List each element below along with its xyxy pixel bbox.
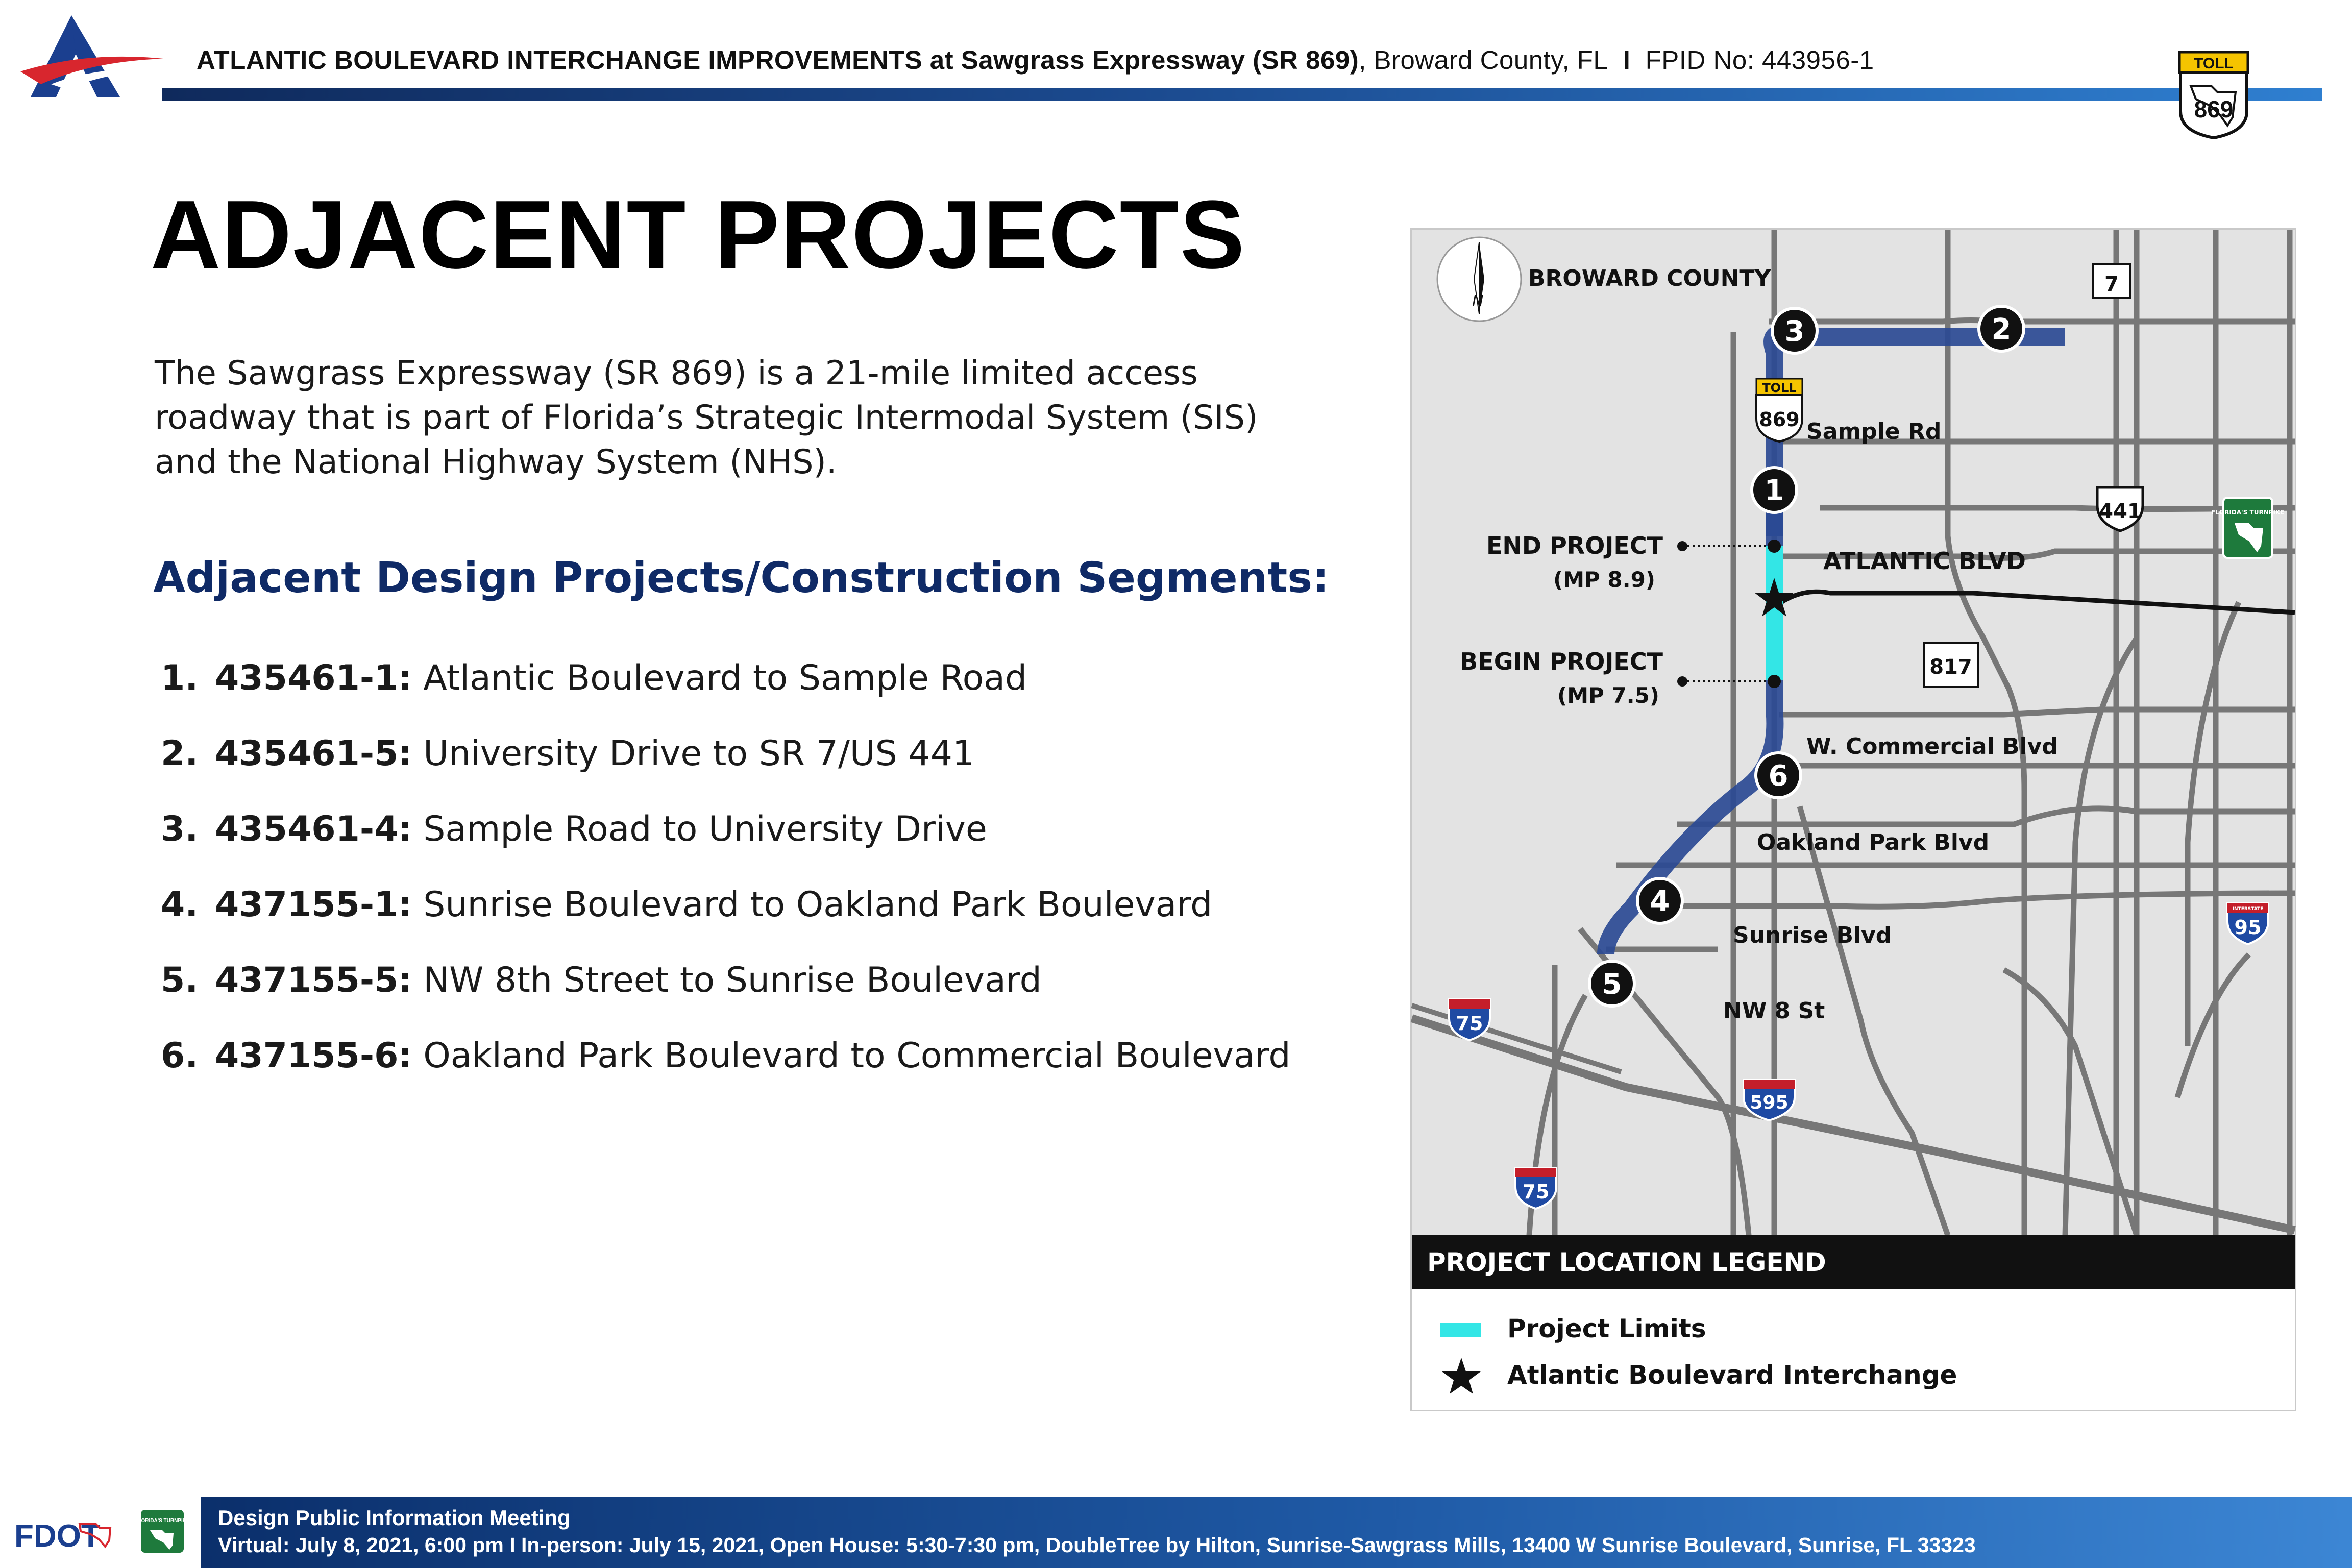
legend-label-interchange: Atlantic Boulevard Interchange [1507, 1360, 1957, 1390]
project-id: 437155-1: [215, 885, 412, 925]
header-rule [162, 88, 2322, 101]
header-separator: I [1623, 45, 1631, 75]
project-id: 435461-4: [215, 809, 412, 849]
footer-turnpike-text: FLORIDA'S TURNPIKE [135, 1518, 190, 1524]
footer-title: Design Public Information Meeting [218, 1506, 571, 1530]
end-project-mp: (MP 8.9) [1553, 567, 1655, 592]
fdot-logo [14, 1506, 190, 1557]
item-number: 1. [161, 658, 199, 698]
project-id: 437155-6: [215, 1036, 412, 1076]
segment-marker-label: 1 [1764, 474, 1784, 507]
segment-marker-label: 4 [1650, 885, 1670, 918]
label-nw-8-st: NW 8 St [1723, 998, 1825, 1024]
turnpike-text: FLORIDA'S TURNPIKE [2211, 509, 2285, 516]
map-canvas [1412, 230, 2295, 1410]
turnpike-logo [20, 13, 174, 100]
projects-list [161, 641, 1291, 1094]
page-title: ADJACENT PROJECTS [151, 181, 1246, 289]
project-description: Atlantic Boulevard to Sample Road [423, 658, 1027, 698]
segment-marker-3 [1772, 308, 1817, 353]
legend-label-project-limits: Project Limits [1507, 1314, 1706, 1343]
intro-paragraph: The Sawgrass Expressway (SR 869) is a 21-mile limited access roadway that is part of Florida’s Strategic Intermodal System (SIS) and the National Highway System (NHS). [155, 354, 1258, 481]
map-land [1412, 230, 2295, 1235]
map-sr869-number: 869 [1759, 408, 1800, 431]
list-item [161, 716, 1291, 792]
segment-marker-label: 5 [1602, 968, 1622, 1001]
project-description: Sample Road to University Drive [423, 809, 987, 849]
list-item [161, 641, 1291, 716]
north-label: N [1472, 292, 1484, 310]
label-oakland-park-blvd: Oakland Park Blvd [1757, 829, 1990, 855]
end-project-label: END PROJECT [1486, 532, 1663, 559]
sr7-shield-icon [2093, 264, 2130, 298]
us441-number: 441 [2099, 500, 2142, 523]
begin-project-mp: (MP 7.5) [1557, 683, 1659, 708]
fdot-logo-text: FDOT [14, 1518, 101, 1554]
list-item [161, 943, 1291, 1018]
header-title-main: ATLANTIC BOULEVARD INTERCHANGE IMPROVEMENTS at Sawgrass Expressway (SR 869) [197, 45, 1359, 75]
project-id: 437155-5: [215, 960, 412, 1000]
segment-marker-2 [1979, 306, 2024, 351]
segment-marker-label: 6 [1768, 760, 1788, 793]
shield-number: 869 [2194, 96, 2234, 122]
i595-number: 595 [1750, 1092, 1788, 1113]
header-title [197, 45, 1874, 75]
header-fpid: FPID No: 443956-1 [1645, 45, 1874, 75]
project-id: 435461-1: [215, 658, 412, 698]
label-sample-rd: Sample Rd [1806, 419, 1942, 445]
sr869-toll-shield-icon [2175, 50, 2252, 139]
segment-marker-label: 3 [1784, 315, 1805, 348]
label-atlantic-blvd: ATLANTIC BLVD [1823, 547, 2026, 575]
project-location-map [1410, 228, 2296, 1411]
interstate-text: INTERSTATE [2232, 906, 2264, 912]
county-label: BROWARD COUNTY [1528, 265, 1771, 291]
map-toll-text: TOLL [1762, 381, 1797, 395]
project-description: Oakland Park Boulevard to Commercial Boulevard [423, 1036, 1291, 1076]
list-item [161, 792, 1291, 867]
sr869-toll-map-shield-icon [1756, 379, 1802, 442]
label-sunrise-blvd: Sunrise Blvd [1733, 922, 1892, 948]
item-number: 2. [161, 733, 199, 774]
toll-text: TOLL [2194, 55, 2234, 72]
project-description: NW 8th Street to Sunrise Boulevard [423, 960, 1042, 1000]
segment-marker-label: 2 [1991, 313, 2012, 346]
project-id: 435461-5: [215, 733, 412, 774]
road-north [1769, 321, 2295, 322]
list-item [161, 1018, 1291, 1094]
footer-banner [201, 1497, 2352, 1568]
segment-marker-1 [1752, 468, 1797, 512]
item-number: 5. [161, 960, 199, 1000]
i75-number-south: 75 [1522, 1181, 1550, 1203]
project-description: University Drive to SR 7/US 441 [423, 733, 975, 774]
begin-project-label: BEGIN PROJECT [1460, 648, 1663, 675]
header-title-location: , Broward County, FL [1359, 45, 1608, 75]
cyan-bar-icon [1440, 1323, 1481, 1337]
footer-details: Virtual: July 8, 2021, 6:00 pm I In-person: July 15, 2021, Open House: 5:30-7:30 pm, DoubleTree by Hilton, Sunrise-Sawgrass Mills, 13400 W Sunrise Boulevard, Sunrise, FL 33323 [218, 1533, 1976, 1557]
segment-marker-5 [1589, 961, 1634, 1006]
end-project-dot [1677, 541, 1687, 551]
sr7-number: 7 [2104, 273, 2119, 296]
end-project-point [1768, 540, 1781, 553]
begin-project-dot [1677, 676, 1687, 687]
begin-project-point [1768, 675, 1781, 688]
label-commercial-blvd: W. Commercial Blvd [1806, 733, 2058, 760]
projects-subheading: Adjacent Design Projects/Construction Segments: [153, 554, 1329, 602]
i95-number: 95 [2234, 916, 2262, 939]
i75-number: 75 [1456, 1012, 1483, 1035]
item-number: 6. [161, 1036, 199, 1076]
star-icon [1442, 1358, 1481, 1394]
item-number: 4. [161, 885, 199, 925]
segment-marker-4 [1637, 878, 1682, 923]
list-item [161, 867, 1291, 943]
item-number: 3. [161, 809, 199, 849]
project-description: Sunrise Boulevard to Oakland Park Boulevard [423, 885, 1213, 925]
sr817-shield-icon [1924, 643, 1978, 687]
sr817-number: 817 [1929, 655, 1972, 679]
legend-title: PROJECT LOCATION LEGEND [1427, 1247, 1826, 1277]
segment-marker-6 [1756, 753, 1801, 798]
